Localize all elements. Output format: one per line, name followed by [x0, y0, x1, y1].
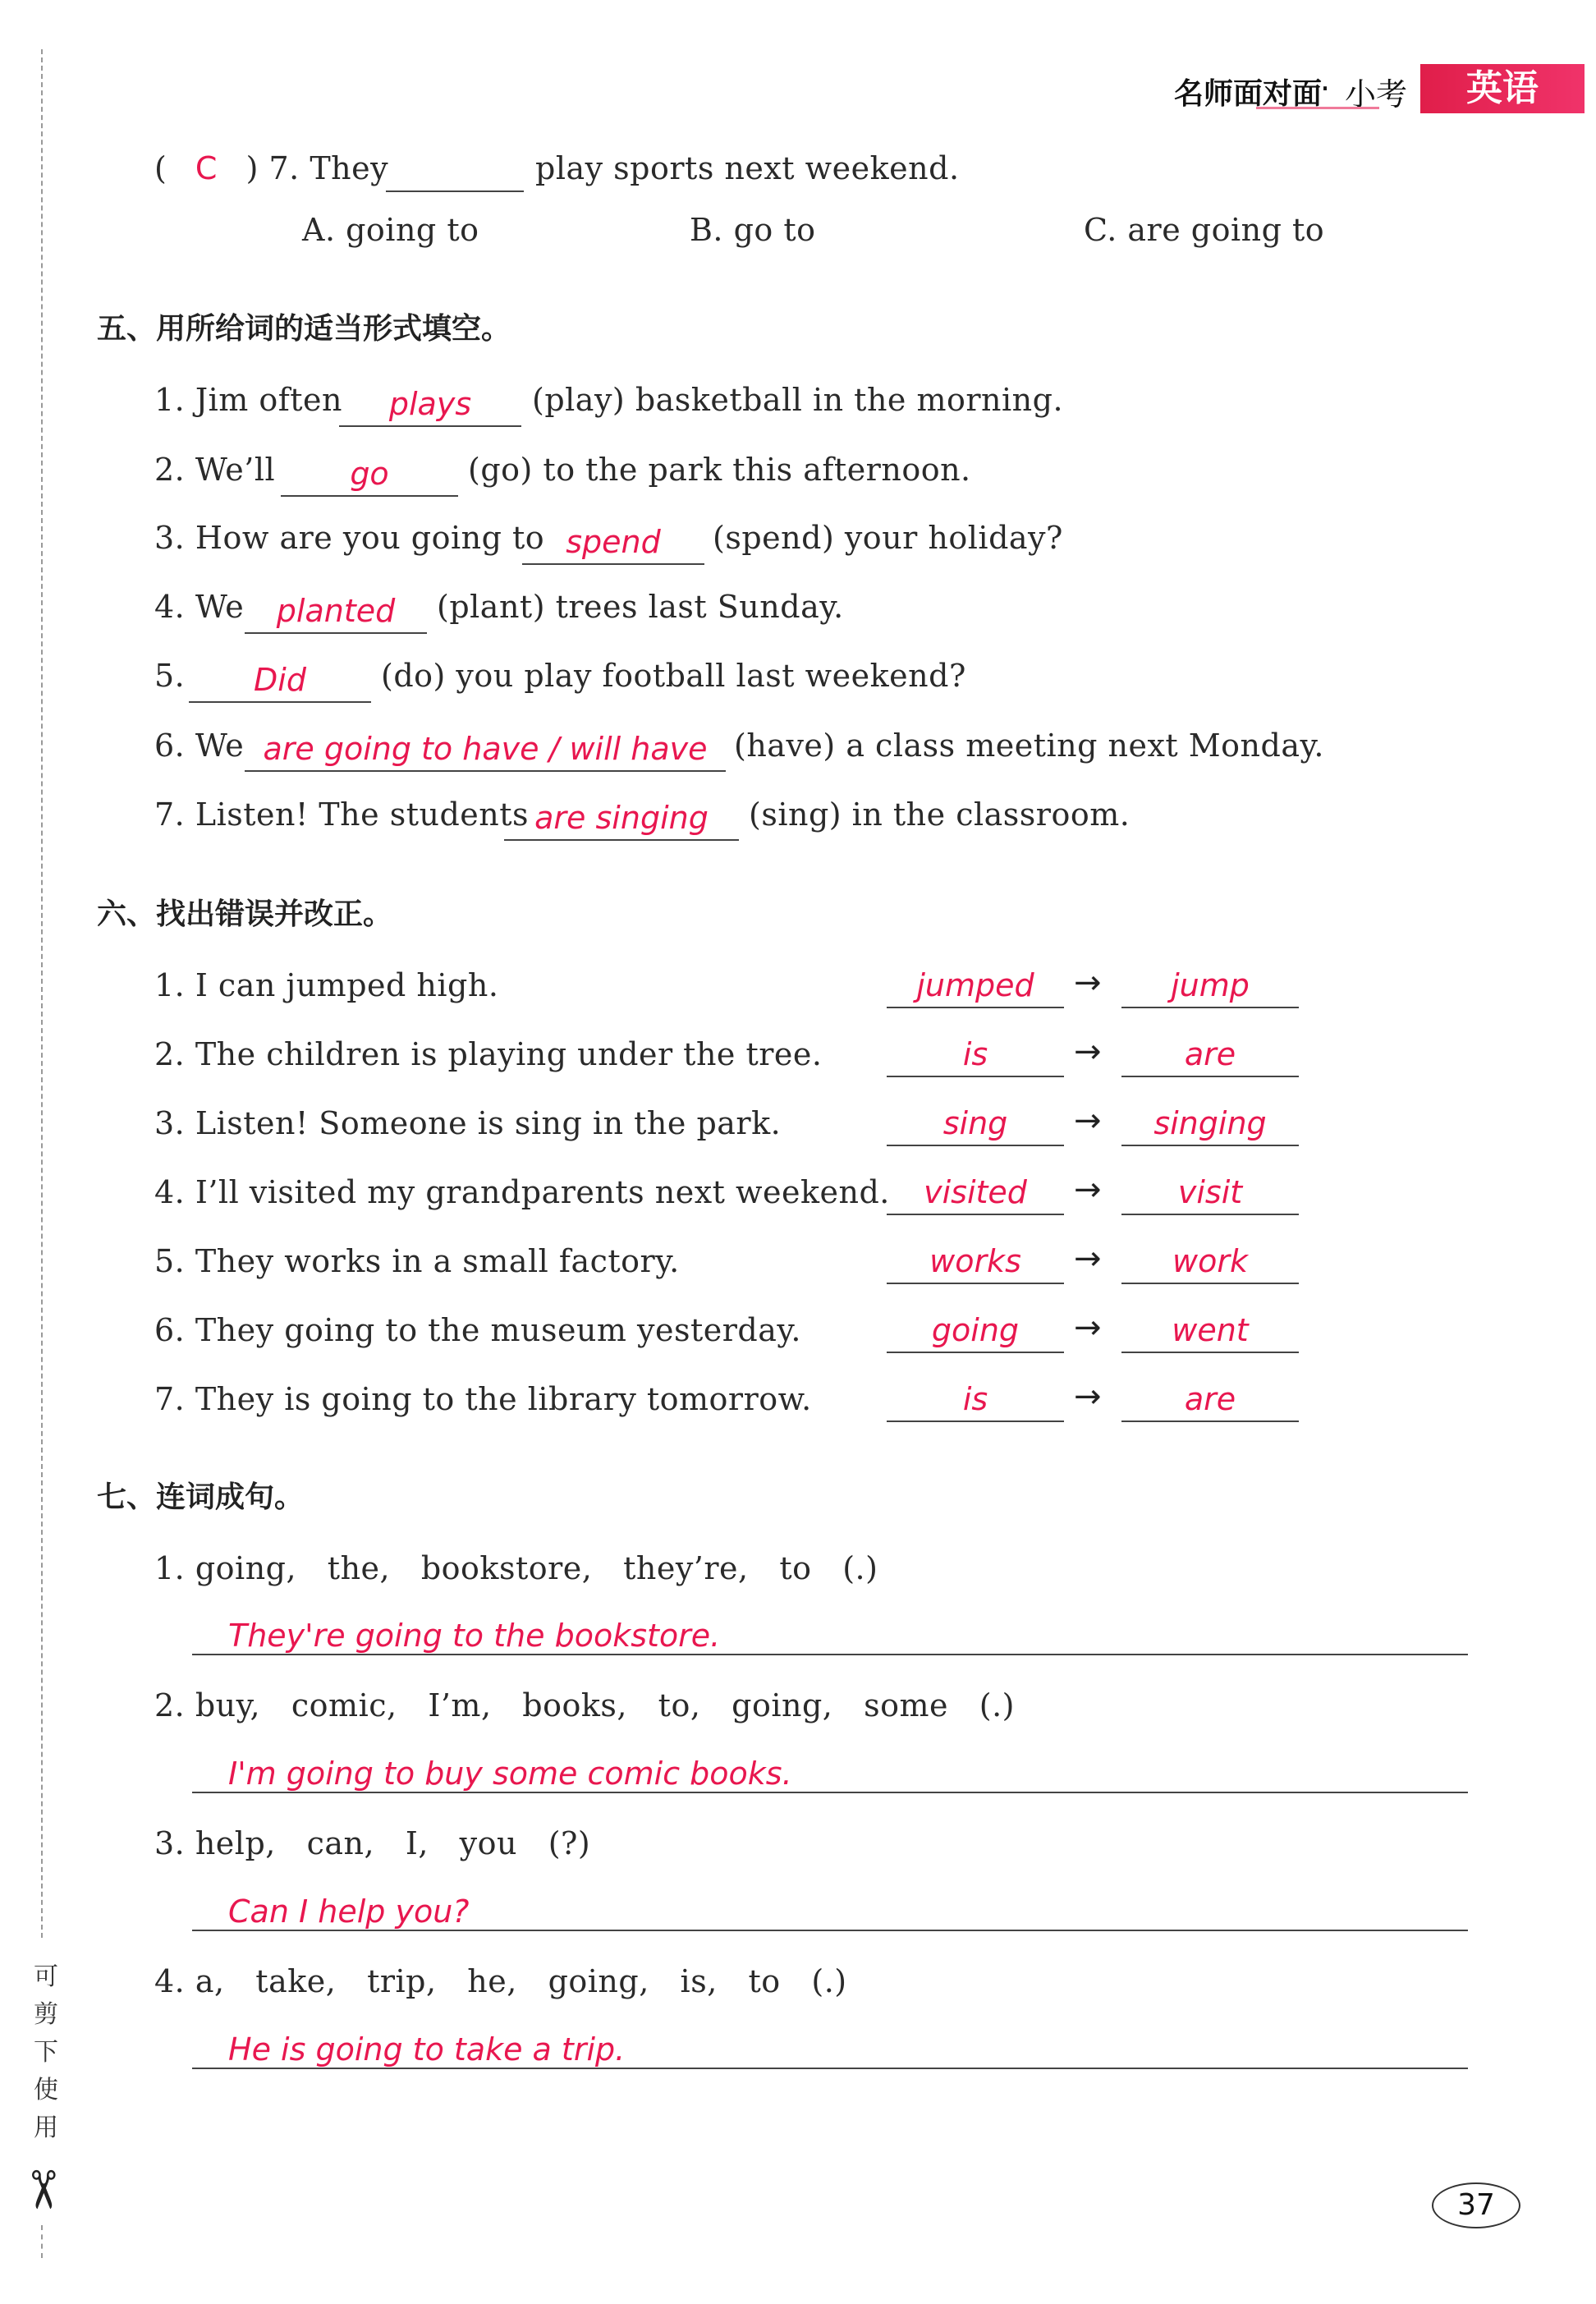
correct-word: singing: [1153, 1105, 1267, 1141]
wrong-blank: [887, 1036, 1064, 1077]
correction-blank: [1121, 1243, 1299, 1284]
answer-line: [192, 1654, 1468, 1655]
book-title: 名师面对面: [1174, 76, 1323, 111]
correction-blank: [1121, 1381, 1299, 1422]
fill-item-post: (plant) trees last Sunday.: [437, 589, 844, 625]
question-prefix: 7. They: [268, 150, 389, 186]
error-sentence: 6. They going to the museum yesterday.: [154, 1312, 801, 1348]
wrong-blank: [887, 1243, 1064, 1284]
cut-char: 用: [34, 2114, 58, 2142]
wrong-blank: [887, 1105, 1064, 1146]
error-sentence: 1. I can jumped high.: [154, 967, 499, 1003]
option-b: B. go to: [690, 212, 816, 248]
word-list: 4. a, take, trip, he, going, is, to (.): [154, 1963, 847, 1999]
subject-badge: 英语: [1420, 64, 1585, 113]
fill-item-pre: 4. We: [154, 589, 245, 625]
wrong-word: works: [929, 1243, 1021, 1279]
word-list: 3. help, can, I, you (?): [154, 1825, 591, 1861]
page-header: [1174, 64, 1585, 117]
fill-item-pre: 1. Jim often: [154, 382, 343, 418]
fill-answer: planted: [276, 593, 396, 629]
header-underline: [1256, 107, 1379, 109]
wrong-word: sing: [942, 1105, 1008, 1141]
correct-word: visit: [1177, 1174, 1243, 1210]
mc-answer: C: [195, 150, 218, 186]
wrong-blank: [887, 1381, 1064, 1422]
paren-open: (: [154, 150, 167, 186]
cut-line-end: [41, 2225, 43, 2258]
answer-line: [192, 2068, 1468, 2069]
scissors-icon: ✂: [11, 2168, 72, 2212]
fill-answer: plays: [388, 386, 472, 422]
fill-answer: go: [350, 456, 389, 492]
fill-item-post: (have) a class meeting next Monday.: [734, 727, 1325, 764]
fill-item-pre: 3. How are you going to: [154, 520, 545, 556]
cut-char: 可: [34, 1962, 58, 1991]
correction-blank: [1121, 1105, 1299, 1146]
answer-blank: [386, 190, 524, 192]
fill-answer: are singing: [534, 800, 709, 836]
correct-word: jump: [1171, 967, 1250, 1003]
question-suffix: play sports next weekend.: [535, 150, 960, 186]
wrong-word: is: [962, 1036, 988, 1072]
correction-blank: [1121, 1174, 1299, 1215]
correction-blank: [1121, 1036, 1299, 1077]
correction-blank: [1121, 967, 1299, 1008]
fill-item-pre: 6. We: [154, 727, 245, 764]
fill-blank: [339, 386, 521, 427]
fill-blank: [281, 456, 458, 497]
error-sentence: 2. The children is playing under the tree.: [154, 1036, 823, 1072]
fill-blank: [245, 593, 427, 634]
fill-item-post: (spend) your holiday?: [713, 520, 1063, 556]
cut-char: 使: [34, 2076, 58, 2104]
fill-blank: [504, 800, 739, 841]
fill-blank: [245, 731, 726, 772]
arrow-icon: →: [1074, 964, 1102, 1002]
option-c: C. are going to: [1084, 212, 1325, 248]
section-5-heading: 五、用所给词的适当形式填空。: [97, 312, 511, 346]
fill-item-post: (play) basketball in the morning.: [532, 382, 1064, 418]
wrong-word: is: [962, 1381, 988, 1417]
wrong-blank: [887, 967, 1064, 1008]
fill-item-post: (go) to the park this afternoon.: [468, 452, 971, 488]
fill-item-pre: 7. Listen! The students: [154, 796, 529, 833]
answer-line: [192, 1792, 1468, 1793]
fill-item-pre: 2. We’ll: [154, 452, 276, 488]
page-number: 37: [1432, 2182, 1520, 2228]
answer-line: [192, 1930, 1468, 1931]
arrow-icon: →: [1074, 1309, 1102, 1347]
wrong-blank: [887, 1312, 1064, 1353]
fill-blank: [522, 524, 704, 565]
error-sentence: 4. I’ll visited my grandparents next weekend.: [154, 1174, 890, 1210]
arrow-icon: →: [1074, 1171, 1102, 1209]
arrow-icon: →: [1074, 1378, 1102, 1416]
correct-word: work: [1172, 1243, 1248, 1279]
arrow-icon: →: [1074, 1240, 1102, 1278]
cut-instruction: [30, 1958, 62, 2147]
sentence-answer: Can I help you?: [228, 1893, 470, 1930]
fill-item-post: (sing) in the classroom.: [749, 796, 1130, 833]
error-sentence: 5. They works in a small factory.: [154, 1243, 680, 1279]
wrong-word: visited: [924, 1174, 1027, 1210]
word-list: 1. going, the, bookstore, they’re, to (.): [154, 1550, 878, 1586]
correction-blank: [1121, 1312, 1299, 1353]
fill-item-post: (do) you play football last weekend?: [381, 658, 966, 694]
wrong-word: going: [931, 1312, 1020, 1348]
cut-char: 下: [34, 2038, 58, 2067]
fill-item-pre: 5.: [154, 658, 186, 694]
wrong-word: jumped: [916, 967, 1034, 1003]
correct-word: are: [1184, 1381, 1236, 1417]
correct-word: are: [1184, 1036, 1236, 1072]
arrow-icon: →: [1074, 1033, 1102, 1071]
wrong-blank: [887, 1174, 1064, 1215]
paren-close: ): [245, 150, 259, 186]
fill-answer: are going to have / will have: [263, 731, 708, 767]
section-7-heading: 七、连词成句。: [97, 1480, 305, 1514]
error-sentence: 7. They is going to the library tomorrow.: [154, 1381, 812, 1417]
option-a: A. going to: [302, 212, 479, 248]
section-6-heading: 六、找出错误并改正。: [97, 897, 393, 931]
cut-line: [41, 49, 43, 1938]
fill-answer: Did: [254, 662, 306, 698]
cut-char: 剪: [34, 2000, 58, 2029]
word-list: 2. buy, comic, I’m, books, to, going, some (.): [154, 1687, 1015, 1723]
sentence-answer: I'm going to buy some comic books.: [228, 1756, 792, 1792]
fill-blank: [189, 662, 371, 703]
header-level: 小考: [1345, 76, 1408, 112]
arrow-icon: →: [1074, 1102, 1102, 1140]
sentence-answer: He is going to take a trip.: [228, 2031, 626, 2068]
error-sentence: 3. Listen! Someone is sing in the park.: [154, 1105, 782, 1141]
fill-answer: spend: [566, 524, 661, 560]
header-dot: ·: [1320, 71, 1331, 107]
sentence-answer: They're going to the bookstore.: [228, 1618, 721, 1654]
mc-question: [154, 150, 388, 186]
correct-word: went: [1172, 1312, 1249, 1348]
